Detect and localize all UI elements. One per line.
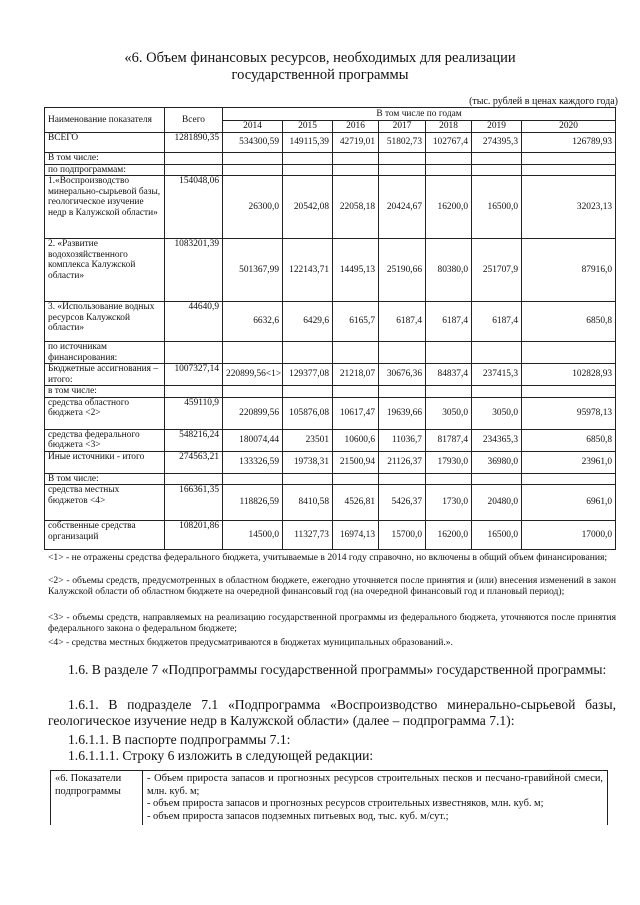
row-label: по подпрограммам: xyxy=(45,164,165,176)
row-value: 87916,0 xyxy=(522,239,616,302)
row-value: 6187,4 xyxy=(472,302,522,342)
footnote: <2> - объемы средств, предусмотренных в областном бюджете, ежегодно уточняется после принятия и (или) внесения изменений в закон Калужской области об областном бюджете на очередной финансовый год (на очередной финансовый год и плановый период); xyxy=(48,575,616,597)
row-value xyxy=(379,153,426,165)
row-value xyxy=(522,164,616,176)
row-value: 274395,3 xyxy=(472,133,522,153)
row-value: 16200,0 xyxy=(426,176,472,239)
row-value: 36980,0 xyxy=(472,451,522,473)
row-value xyxy=(223,153,283,165)
row-value: 6850,8 xyxy=(522,429,616,451)
row-value: 21218,07 xyxy=(333,364,379,386)
row-value: 81787,4 xyxy=(426,429,472,451)
row-value: 4526,81 xyxy=(333,485,379,521)
row-value xyxy=(283,342,333,364)
row-total: 1007327,14 xyxy=(165,364,223,386)
row-value: 80380,0 xyxy=(426,239,472,302)
row-value: 251707,9 xyxy=(472,239,522,302)
row-label: средства местных бюджетов <4> xyxy=(45,485,165,521)
row-total xyxy=(165,153,223,165)
row-total: 459110,9 xyxy=(165,397,223,429)
row-value: 6187,4 xyxy=(379,302,426,342)
row-label: средства федерального бюджета <3> xyxy=(45,429,165,451)
row-value xyxy=(522,342,616,364)
row-value xyxy=(283,153,333,165)
row-label: 3. «Использование водных ресурсов Калужской области» xyxy=(45,302,165,342)
row-total xyxy=(165,473,223,485)
row-value: 16500,0 xyxy=(472,521,522,550)
paragraph-1-6: 1.6. В разделе 7 «Подпрограммы государственной программы» государственной программы: xyxy=(68,662,607,677)
row-value: 3050,0 xyxy=(472,397,522,429)
title-line-1: «6. Объем финансовых ресурсов, необходимых для реализации xyxy=(124,50,516,66)
row-label: ВСЕГО xyxy=(45,133,165,153)
row-value xyxy=(472,473,522,485)
row-value: 16200,0 xyxy=(426,521,472,550)
row-value: 95978,13 xyxy=(522,397,616,429)
row-value xyxy=(333,164,379,176)
row-value: 20542,08 xyxy=(283,176,333,239)
footnote: <4> - средства местных бюджетов предусматриваются в бюджетах муниципальных образований.». xyxy=(48,637,453,648)
row-label: в том числе: xyxy=(45,386,165,398)
row-value xyxy=(379,386,426,398)
row-value: 105876,08 xyxy=(283,397,333,429)
header-year: 2015 xyxy=(283,121,333,133)
row-value xyxy=(283,386,333,398)
row-value: 19639,66 xyxy=(379,397,426,429)
passport-row-label: «6. Показатели подпрограммы xyxy=(51,771,143,826)
row-value: 11036,7 xyxy=(379,429,426,451)
row-value: 20424,67 xyxy=(379,176,426,239)
title-line-2: государственной программы xyxy=(231,67,409,83)
table-section-row xyxy=(45,473,616,485)
financing-table xyxy=(44,107,616,550)
row-total: 154048,06 xyxy=(165,176,223,239)
row-value: 14500,0 xyxy=(223,521,283,550)
row-value: 1730,0 xyxy=(426,485,472,521)
row-total: 166361,35 xyxy=(165,485,223,521)
row-value: 122143,71 xyxy=(283,239,333,302)
row-value: 15700,0 xyxy=(379,521,426,550)
row-value: 17930,0 xyxy=(426,451,472,473)
row-value xyxy=(426,164,472,176)
row-value: 19738,31 xyxy=(283,451,333,473)
row-value xyxy=(283,164,333,176)
row-label: Бюджетные ассигнования – итого: xyxy=(45,364,165,386)
row-value xyxy=(426,342,472,364)
row-value: 21500,94 xyxy=(333,451,379,473)
header-year: 2014 xyxy=(223,121,283,133)
row-label: В том числе: xyxy=(45,473,165,485)
row-total: 548216,24 xyxy=(165,429,223,451)
passport-table xyxy=(50,770,608,825)
row-value: 30676,36 xyxy=(379,364,426,386)
row-value: 129377,08 xyxy=(283,364,333,386)
row-value: 32023,13 xyxy=(522,176,616,239)
row-value: 11327,73 xyxy=(283,521,333,550)
table-row xyxy=(45,521,616,550)
row-value: 102767,4 xyxy=(426,133,472,153)
row-total xyxy=(165,164,223,176)
row-value: 220899,56 xyxy=(223,397,283,429)
table-row xyxy=(45,364,616,386)
row-value: 6632,6 xyxy=(223,302,283,342)
row-total: 1281890,35 xyxy=(165,133,223,153)
row-value xyxy=(522,386,616,398)
row-value: 51802,73 xyxy=(379,133,426,153)
page-title xyxy=(60,50,580,84)
row-label: В том числе: xyxy=(45,153,165,165)
passport-item: - объем прироста запасов и прогнозных ресурсов строительных известняков, млн. куб. м; xyxy=(147,798,544,809)
table-row xyxy=(45,451,616,473)
row-label: средства областного бюджета <2> xyxy=(45,397,165,429)
paragraph-1-6-1: 1.6.1. В подразделе 7.1 «Подпрограмма «Воспроизводство минерально-сырьевой базы, геологическое изучение недр в Калужской области» (далее – подпрограмма 7.1): xyxy=(48,697,616,728)
row-value: 102828,93 xyxy=(522,364,616,386)
header-year: 2017 xyxy=(379,121,426,133)
row-value xyxy=(223,164,283,176)
row-value xyxy=(379,473,426,485)
row-value: 133326,59 xyxy=(223,451,283,473)
row-value: 5426,37 xyxy=(379,485,426,521)
row-total: 44640,9 xyxy=(165,302,223,342)
row-value: 220899,56<1> xyxy=(223,364,283,386)
row-value: 8410,58 xyxy=(283,485,333,521)
row-value: 237415,3 xyxy=(472,364,522,386)
footnote: <3> - объемы средств, направляемых на реализацию государственной программы из федерального бюджета, уточняются после принятия федерального закона о федеральном бюджете; xyxy=(48,612,616,634)
row-value: 126789,93 xyxy=(522,133,616,153)
row-value xyxy=(426,473,472,485)
row-value xyxy=(426,386,472,398)
row-value xyxy=(333,342,379,364)
row-value: 22058,18 xyxy=(333,176,379,239)
row-value xyxy=(223,473,283,485)
row-value xyxy=(472,386,522,398)
row-value xyxy=(223,342,283,364)
units-note: (тыс. рублей в ценах каждого года) xyxy=(469,96,618,107)
paragraph-1-6-1-1: 1.6.1.1. В паспорте подпрограммы 7.1: xyxy=(68,732,291,747)
row-value: 17000,0 xyxy=(522,521,616,550)
table-section-row xyxy=(45,386,616,398)
row-value xyxy=(472,153,522,165)
table-row xyxy=(45,133,616,153)
row-label: Иные источники - итого xyxy=(45,451,165,473)
row-value: 16974,13 xyxy=(333,521,379,550)
header-total: Всего xyxy=(165,108,223,133)
row-value: 23501 xyxy=(283,429,333,451)
row-value: 6187,4 xyxy=(426,302,472,342)
passport-row-content xyxy=(143,771,608,826)
table-row xyxy=(45,397,616,429)
row-value: 14495,13 xyxy=(333,239,379,302)
row-value: 234365,3 xyxy=(472,429,522,451)
passport-item: - объем прироста запасов подземных питьевых вод, тыс. куб. м/сут.; xyxy=(147,810,449,822)
row-value xyxy=(379,342,426,364)
table-section-row xyxy=(45,342,616,364)
row-total: 108201,86 xyxy=(165,521,223,550)
table-section-row xyxy=(45,153,616,165)
row-value xyxy=(472,164,522,176)
row-label: собственные средства организаций xyxy=(45,521,165,550)
row-value xyxy=(333,386,379,398)
row-value: 23961,0 xyxy=(522,451,616,473)
row-total: 274563,21 xyxy=(165,451,223,473)
table-row xyxy=(45,429,616,451)
row-total: 1083201,39 xyxy=(165,239,223,302)
table-row xyxy=(45,239,616,302)
row-value: 42719,01 xyxy=(333,133,379,153)
row-value xyxy=(333,153,379,165)
row-value: 118826,59 xyxy=(223,485,283,521)
row-value xyxy=(522,153,616,165)
table-row xyxy=(45,302,616,342)
passport-item: - Объем прироста запасов и прогнозных ресурсов строительных песков и песчано-гравийной смеси, млн. куб. м; xyxy=(147,773,603,797)
row-total xyxy=(165,342,223,364)
row-value xyxy=(426,153,472,165)
row-value: 180074,44 xyxy=(223,429,283,451)
row-value: 25190,66 xyxy=(379,239,426,302)
row-value xyxy=(283,473,333,485)
header-year: 2020 xyxy=(522,121,616,133)
row-value: 20480,0 xyxy=(472,485,522,521)
footnote: <1> - не отражены средства федерального бюджета, учитываемые в 2014 году справочно, но включены в общий объем финансирования; xyxy=(48,552,608,563)
header-year: 2018 xyxy=(426,121,472,133)
row-label: 2. «Развитие водохозяйственного комплекса Калужской области» xyxy=(45,239,165,302)
row-value xyxy=(333,473,379,485)
table-row xyxy=(45,176,616,239)
row-value: 149115,39 xyxy=(283,133,333,153)
table-row xyxy=(45,485,616,521)
row-value xyxy=(379,164,426,176)
row-value: 21126,37 xyxy=(379,451,426,473)
row-value: 6429,6 xyxy=(283,302,333,342)
header-year: 2019 xyxy=(472,121,522,133)
row-value: 6850,8 xyxy=(522,302,616,342)
header-years-group: В том числе по годам xyxy=(223,108,616,121)
row-total xyxy=(165,386,223,398)
row-value xyxy=(223,386,283,398)
row-value xyxy=(522,473,616,485)
row-label: по источникам финансирования: xyxy=(45,342,165,364)
row-value: 10600,6 xyxy=(333,429,379,451)
row-value: 16500,0 xyxy=(472,176,522,239)
header-name: Наименование показателя xyxy=(45,108,165,133)
row-label: 1.«Воспроизводство минерально-сырьевой базы, геологическое изучение недр в Калужской области» xyxy=(45,176,165,239)
row-value: 3050,0 xyxy=(426,397,472,429)
row-value: 501367,99 xyxy=(223,239,283,302)
header-year: 2016 xyxy=(333,121,379,133)
row-value: 84837,4 xyxy=(426,364,472,386)
table-section-row xyxy=(45,164,616,176)
row-value: 26300,0 xyxy=(223,176,283,239)
row-value: 6961,0 xyxy=(522,485,616,521)
paragraph-1-6-1-1-1: 1.6.1.1.1. Строку 6 изложить в следующей редакции: xyxy=(68,748,374,763)
row-value: 6165,7 xyxy=(333,302,379,342)
row-value xyxy=(472,342,522,364)
row-value: 10617,47 xyxy=(333,397,379,429)
row-value: 534300,59 xyxy=(223,133,283,153)
